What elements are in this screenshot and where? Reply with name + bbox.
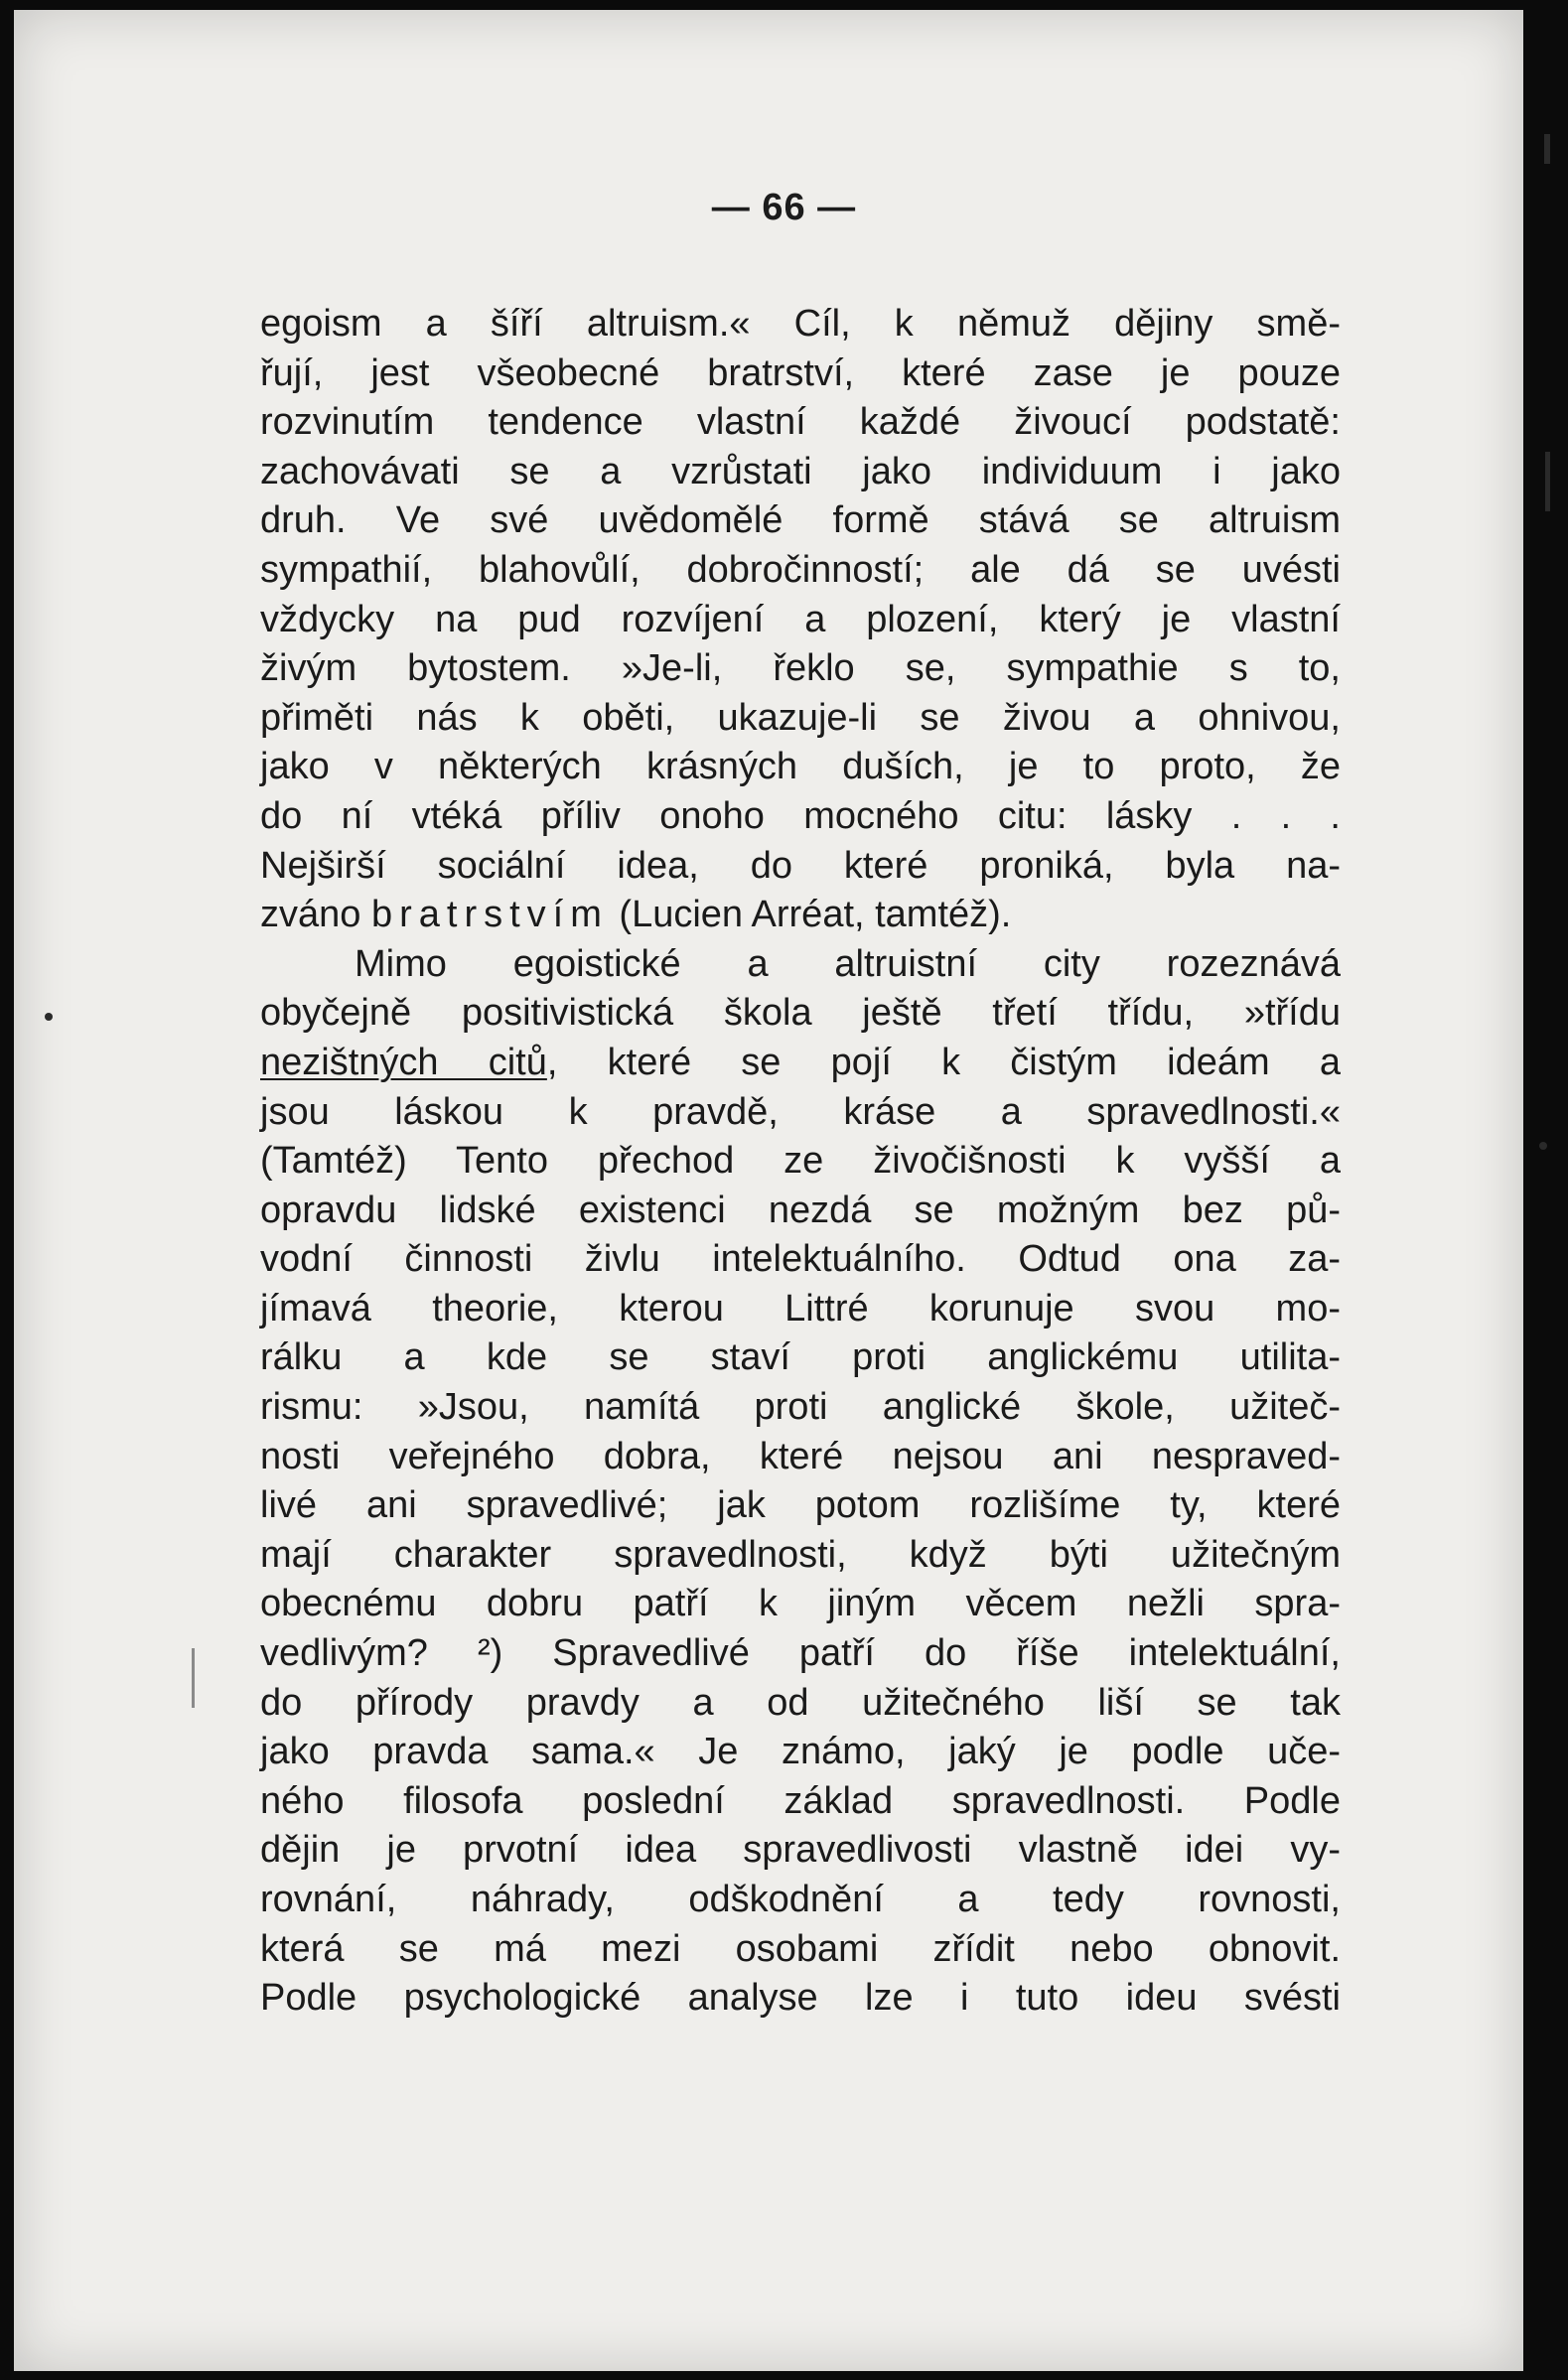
text-line: vedlivým? ²) Spravedlivé patří do říše intelektuální, xyxy=(260,1632,1341,1675)
underlined-phrase: nezištných citů xyxy=(260,1041,547,1083)
text-line: Mimo egoistické a altruistní city rozeznává xyxy=(355,942,1341,985)
text-line: opravdu lidské existenci nezdá se možným bez pů- xyxy=(260,1189,1341,1231)
text-line: obecnému dobru patří k jiným věcem nežli spra- xyxy=(260,1583,1341,1625)
text-line: ného filosofa poslední základ spravedlnosti. Podle xyxy=(260,1779,1341,1822)
text-line: vždycky na pud rozvíjení a plození, který je vlastní xyxy=(260,598,1341,640)
text-line: do přírody pravdy a od užitečného liší se tak xyxy=(260,1681,1341,1724)
text-line: egoism a šíří altruism.« Cíl, k němuž dějiny smě- xyxy=(260,303,1341,345)
text-line: dějin je prvotní idea spravedlivosti vlastně idei vy- xyxy=(260,1829,1341,1872)
scan-border xyxy=(1523,0,1568,2380)
scan-speck xyxy=(1544,134,1550,164)
body-text xyxy=(260,300,1341,2024)
text-run: , které se pojí k čistým ideám a xyxy=(546,1041,1341,1083)
scan-speck xyxy=(1545,452,1550,511)
text-line: Podle psychologické analyse lze i tuto ideu svésti xyxy=(260,1977,1341,2020)
text-line: nosti veřejného dobra, které nejsou ani nespraved- xyxy=(260,1435,1341,1477)
text-line: druh. Ve své uvědomělé formě stává se altruism xyxy=(260,499,1341,542)
text-line: vodní činnosti živlu intelektuálního. Odtud ona za- xyxy=(260,1238,1341,1281)
scan-speck xyxy=(192,1648,195,1708)
emphasized-word: bratrstvím xyxy=(370,894,609,936)
text-line: Nejširší sociální idea, do které proniká, byla na- xyxy=(260,844,1341,887)
text-line: která se má mezi osobami zřídit nebo obnovit. xyxy=(260,1927,1341,1970)
text-line: jako pravda sama.« Je známo, jaký je podle uče- xyxy=(260,1731,1341,1773)
text-line: mají charakter spravedlnosti, když býti užitečným xyxy=(260,1533,1341,1576)
text-line: řují, jest všeobecné bratrství, které zase je pouze xyxy=(260,351,1341,394)
text-line: jsou láskou k pravdě, kráse a spravedlnosti.« xyxy=(260,1090,1341,1133)
text-line: rismu: »Jsou, namítá proti anglické škole, užiteč- xyxy=(260,1386,1341,1429)
page-number: — 66 — xyxy=(711,187,857,228)
text-line xyxy=(260,891,1341,940)
text-line: do ní vtéká příliv onoho mocného citu: lásky . . . xyxy=(260,794,1341,837)
text-line: livé ani spravedlivé; jak potom rozlišíme ty, které xyxy=(260,1484,1341,1527)
scan-speck xyxy=(1539,1142,1547,1150)
text-line: zachovávati se a vzrůstati jako individuum i jako xyxy=(260,450,1341,492)
text-line: obyčejně positivistická škola ještě třetí třídu, »třídu xyxy=(260,992,1341,1035)
text-line: rozvinutím tendence vlastní každé živoucí podstatě: xyxy=(260,401,1341,444)
text-run: zváno xyxy=(260,894,371,936)
text-line: živým bytostem. »Je-li, řeklo se, sympathie s to, xyxy=(260,647,1341,690)
text-line: rovnání, náhrady, odškodnění a tedy rovnosti, xyxy=(260,1879,1341,1920)
text-line: (Tamtéž) Tento přechod ze živočišnosti k vyšší a xyxy=(260,1140,1341,1183)
text-line: přiměti nás k oběti, ukazuje-li se živou a ohnivou, xyxy=(260,696,1341,739)
text-line xyxy=(260,1039,1341,1088)
text-line: rálku a kde se staví proti anglickému utilita- xyxy=(260,1336,1341,1379)
text-line: jako v některých krásných duších, je to proto, že xyxy=(260,746,1341,788)
scan-speck xyxy=(45,1013,53,1021)
text-line: sympathií, blahovůlí, dobročinností; ale dá se uvésti xyxy=(260,548,1341,591)
text-line: jímavá theorie, kterou Littré korunuje svou mo- xyxy=(260,1287,1341,1330)
text-run: (Lucien Arréat, tamtéž). xyxy=(608,894,1012,936)
